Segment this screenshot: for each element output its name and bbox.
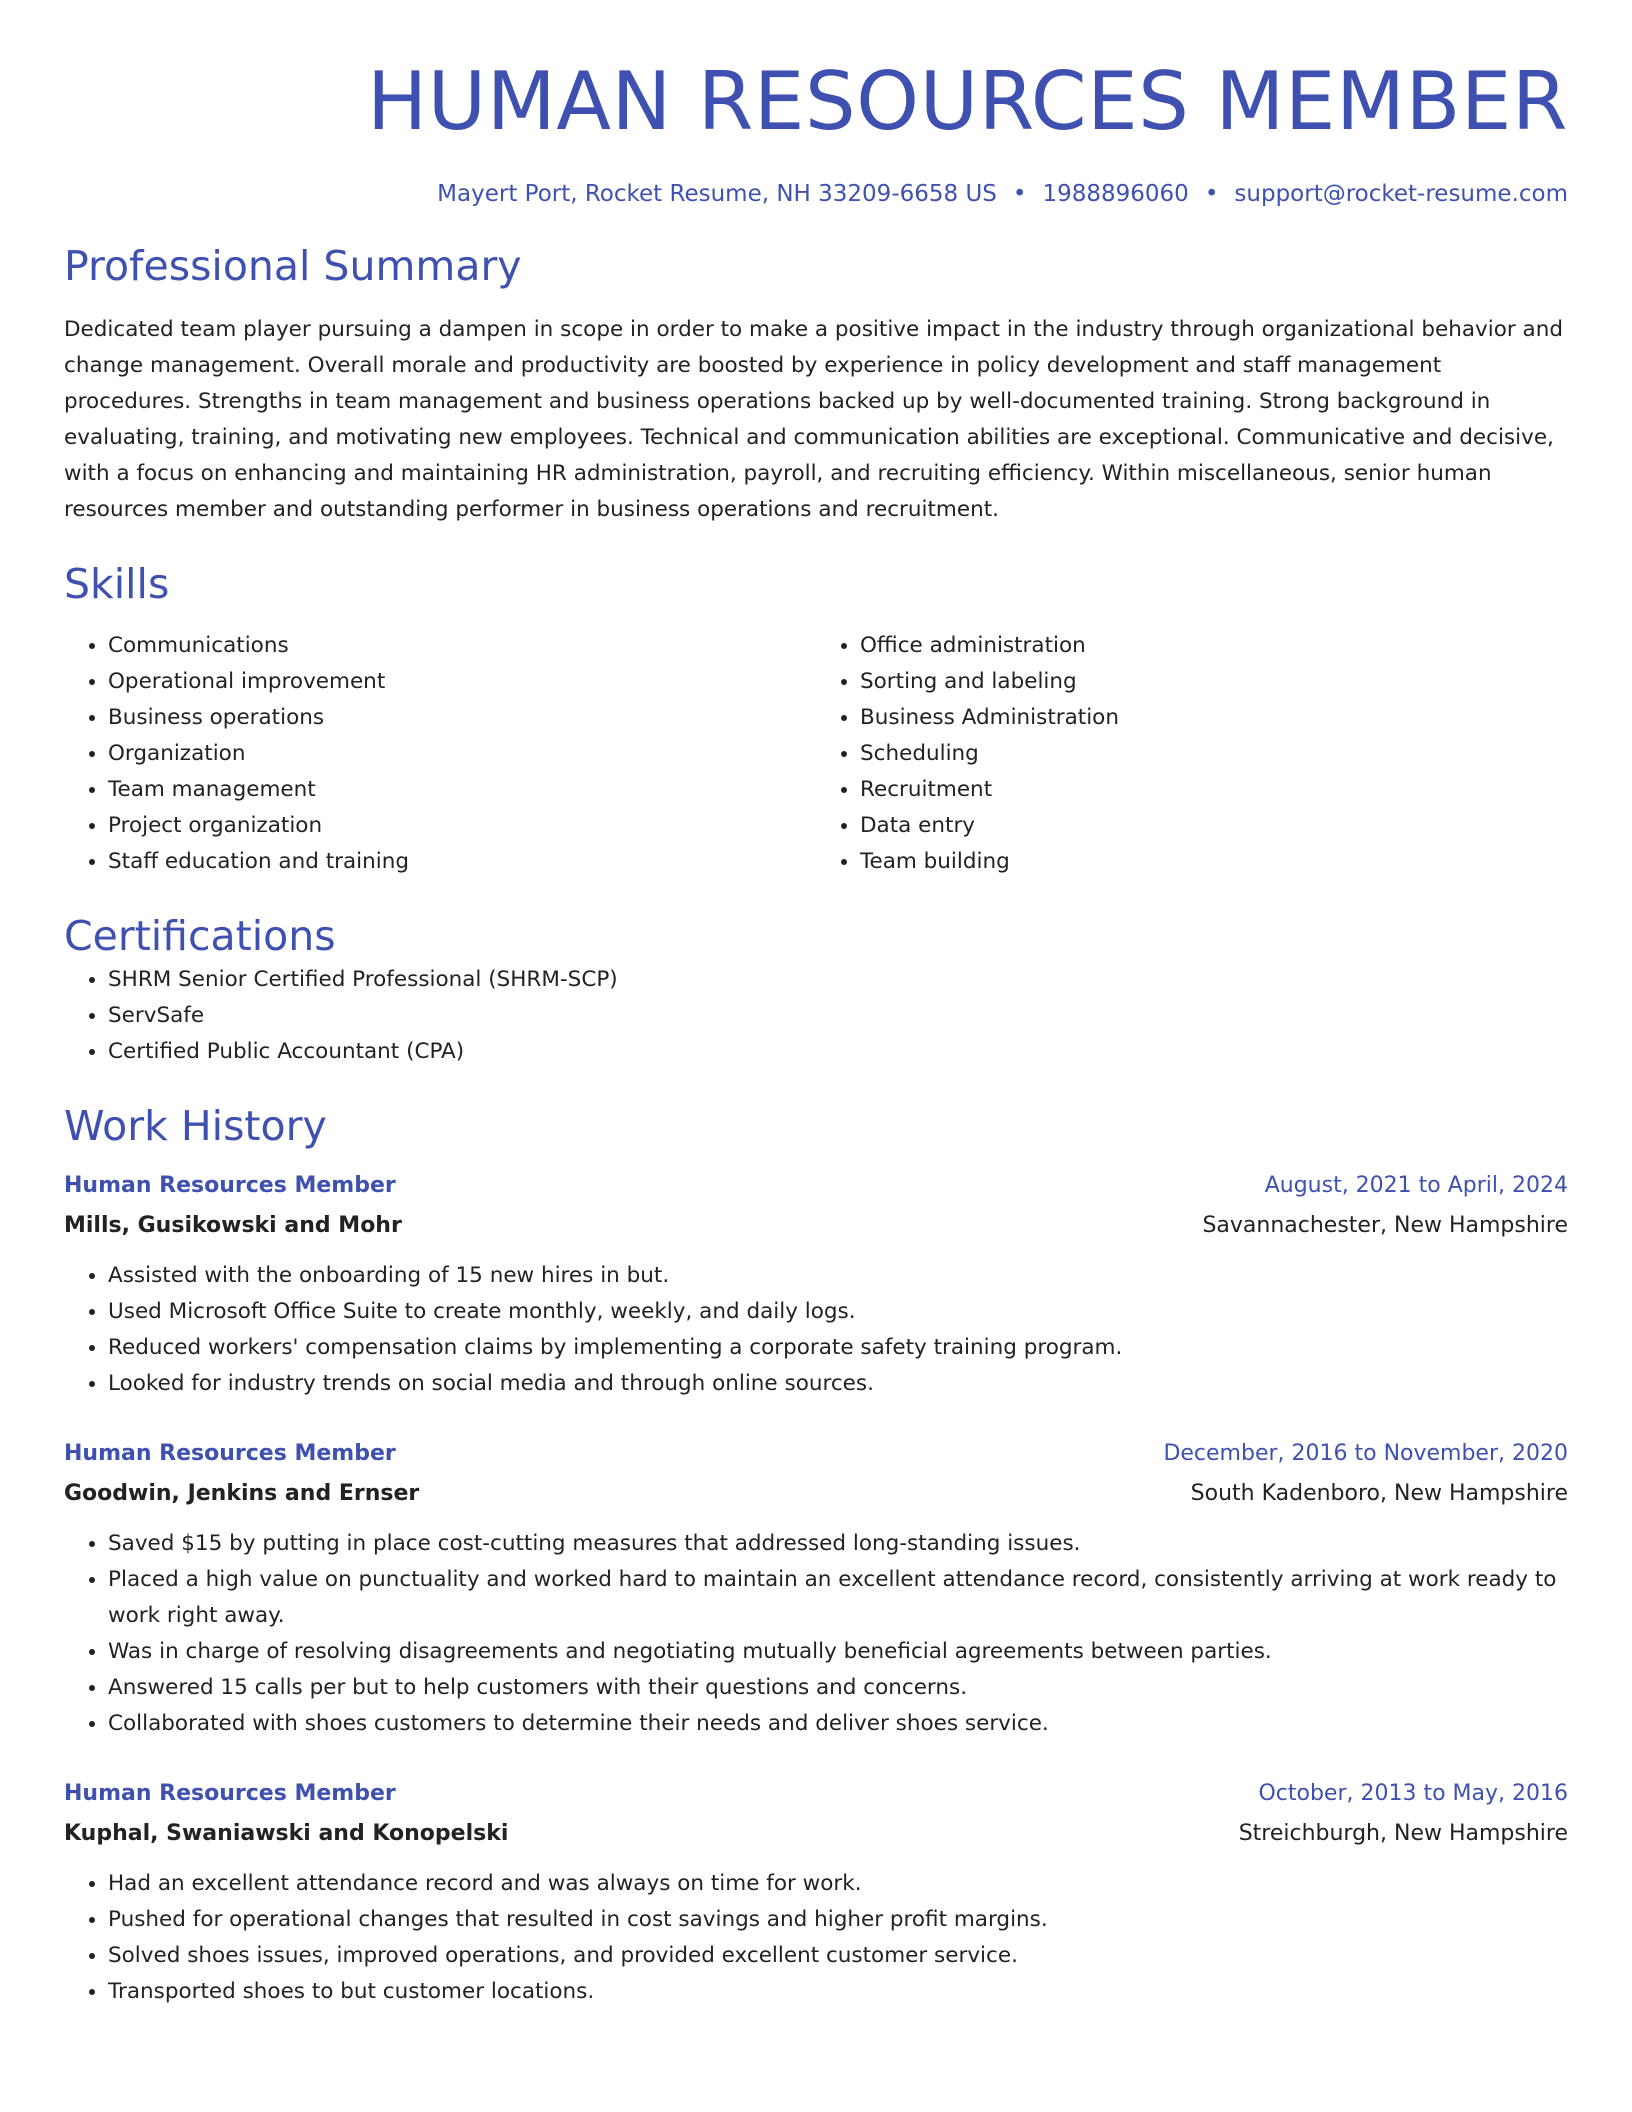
skill-item: • Team building: [860, 844, 1568, 880]
job-dates: October, 2013 to May, 2016: [1258, 1781, 1568, 1806]
skill-item: • Data entry: [860, 808, 1568, 844]
skill-item: • Communications: [108, 628, 816, 664]
skill-item: • Sorting and labeling: [860, 664, 1568, 700]
skill-item: • Staff education and training: [108, 844, 816, 880]
job-entry: [64, 1166, 1568, 1402]
job-title: Human Resources Member: [64, 1441, 396, 1466]
skill-item: • Operational improvement: [108, 664, 816, 700]
contact-address: Mayert Port, Rocket Resume, NH 33209-6658 US: [437, 181, 997, 207]
job-title: Human Resources Member: [64, 1781, 396, 1806]
skills-heading: Skills: [64, 560, 170, 608]
skill-item: • Scheduling: [860, 736, 1568, 772]
job-bullet: • Was in charge of resolving disagreements and negotiating mutually beneficial agreements between parties.: [108, 1634, 1568, 1670]
skill-item: • Office administration: [860, 628, 1568, 664]
skills-list-right: [816, 628, 1568, 880]
resume-title: HUMAN RESOURCES MEMBER: [367, 55, 1568, 148]
certification-item: • SHRM Senior Certified Professional (SHRM-SCP): [108, 962, 1568, 998]
job-bullets: [64, 1258, 1568, 1402]
skill-item: • Team management: [108, 772, 816, 808]
job-title-row: [64, 1774, 1568, 1814]
job-company: Goodwin, Jenkins and Ernser: [64, 1481, 420, 1506]
job-bullets: [64, 1866, 1568, 2010]
job-bullet: • Answered 15 calls per but to help customers with their questions and concerns.: [108, 1670, 1568, 1706]
job-title-row: [64, 1166, 1568, 1206]
job-location: Savannachester, New Hampshire: [1202, 1213, 1568, 1238]
skill-item: • Project organization: [108, 808, 816, 844]
job-company-row: [64, 1474, 1568, 1514]
job-location: Streichburgh, New Hampshire: [1238, 1821, 1568, 1846]
job-dates: August, 2021 to April, 2024: [1264, 1173, 1568, 1198]
job-bullet: • Saved $15 by putting in place cost-cutting measures that addressed long-standing issues.: [108, 1526, 1568, 1562]
skill-item: • Recruitment: [860, 772, 1568, 808]
job-entry: [64, 1434, 1568, 1742]
job-bullet: • Solved shoes issues, improved operations, and provided excellent customer service.: [108, 1938, 1568, 1974]
job-dates: December, 2016 to November, 2020: [1163, 1441, 1568, 1466]
job-entry: [64, 1774, 1568, 2010]
job-bullet: • Transported shoes to but customer locations.: [108, 1974, 1568, 2010]
contact-separator: •: [1204, 181, 1219, 207]
skills-columns: [64, 628, 1568, 880]
resume-page: [64, 0, 1568, 2010]
job-bullet: • Pushed for operational changes that resulted in cost savings and higher profit margins.: [108, 1902, 1568, 1938]
job-bullet: • Collaborated with shoes customers to determine their needs and deliver shoes service.: [108, 1706, 1568, 1742]
job-bullet: • Had an excellent attendance record and was always on time for work.: [108, 1866, 1568, 1902]
contact-line: [64, 178, 1568, 210]
contact-phone: 1988896060: [1042, 181, 1189, 207]
contact-separator: •: [1012, 181, 1027, 207]
skill-item: • Organization: [108, 736, 816, 772]
certification-item: • Certified Public Accountant (CPA): [108, 1034, 1568, 1070]
job-bullet: • Looked for industry trends on social media and through online sources.: [108, 1366, 1568, 1402]
job-company-row: [64, 1206, 1568, 1246]
work-history-heading: Work History: [64, 1102, 327, 1150]
job-bullets: [64, 1526, 1568, 1742]
job-title-row: [64, 1434, 1568, 1474]
job-company-row: [64, 1814, 1568, 1854]
summary-heading: Professional Summary: [64, 242, 522, 290]
job-bullet: • Assisted with the onboarding of 15 new hires in but.: [108, 1258, 1568, 1294]
skill-item: • Business Administration: [860, 700, 1568, 736]
job-company: Kuphal, Swaniawski and Konopelski: [64, 1821, 509, 1846]
job-bullet: • Reduced workers' compensation claims by implementing a corporate safety training program.: [108, 1330, 1568, 1366]
certifications-heading: Certifications: [64, 912, 336, 960]
job-location: South Kadenboro, New Hampshire: [1190, 1481, 1568, 1506]
skills-list-left: [64, 628, 816, 880]
skill-item: • Business operations: [108, 700, 816, 736]
job-bullet: • Used Microsoft Office Suite to create monthly, weekly, and daily logs.: [108, 1294, 1568, 1330]
certifications-list: [64, 962, 1568, 1070]
job-title: Human Resources Member: [64, 1173, 396, 1198]
certification-item: • ServSafe: [108, 998, 1568, 1034]
job-company: Mills, Gusikowski and Mohr: [64, 1213, 402, 1238]
summary-text: Dedicated team player pursuing a dampen in scope in order to make a positive impact in the industry through organizational behavior and change management. Overall morale and productivity are boosted by experience in policy development and staff management procedures. Strengths in team management and business operations backed up by well-documented training. Strong background in evaluating, training, and motivating new employees. Technical and communication abilities are exceptional. Communicative and decisive, with a focus on enhancing and maintaining HR administration, payroll, and recruiting efficiency. Within miscellaneous, senior human resources member and outstanding performer in business operations and recruitment.: [64, 317, 1563, 522]
contact-email: support@rocket-resume.com: [1234, 181, 1568, 207]
job-bullet: • Placed a high value on punctuality and worked hard to maintain an excellent attendance record, consistently arriving at work ready to work right away.: [108, 1562, 1568, 1634]
